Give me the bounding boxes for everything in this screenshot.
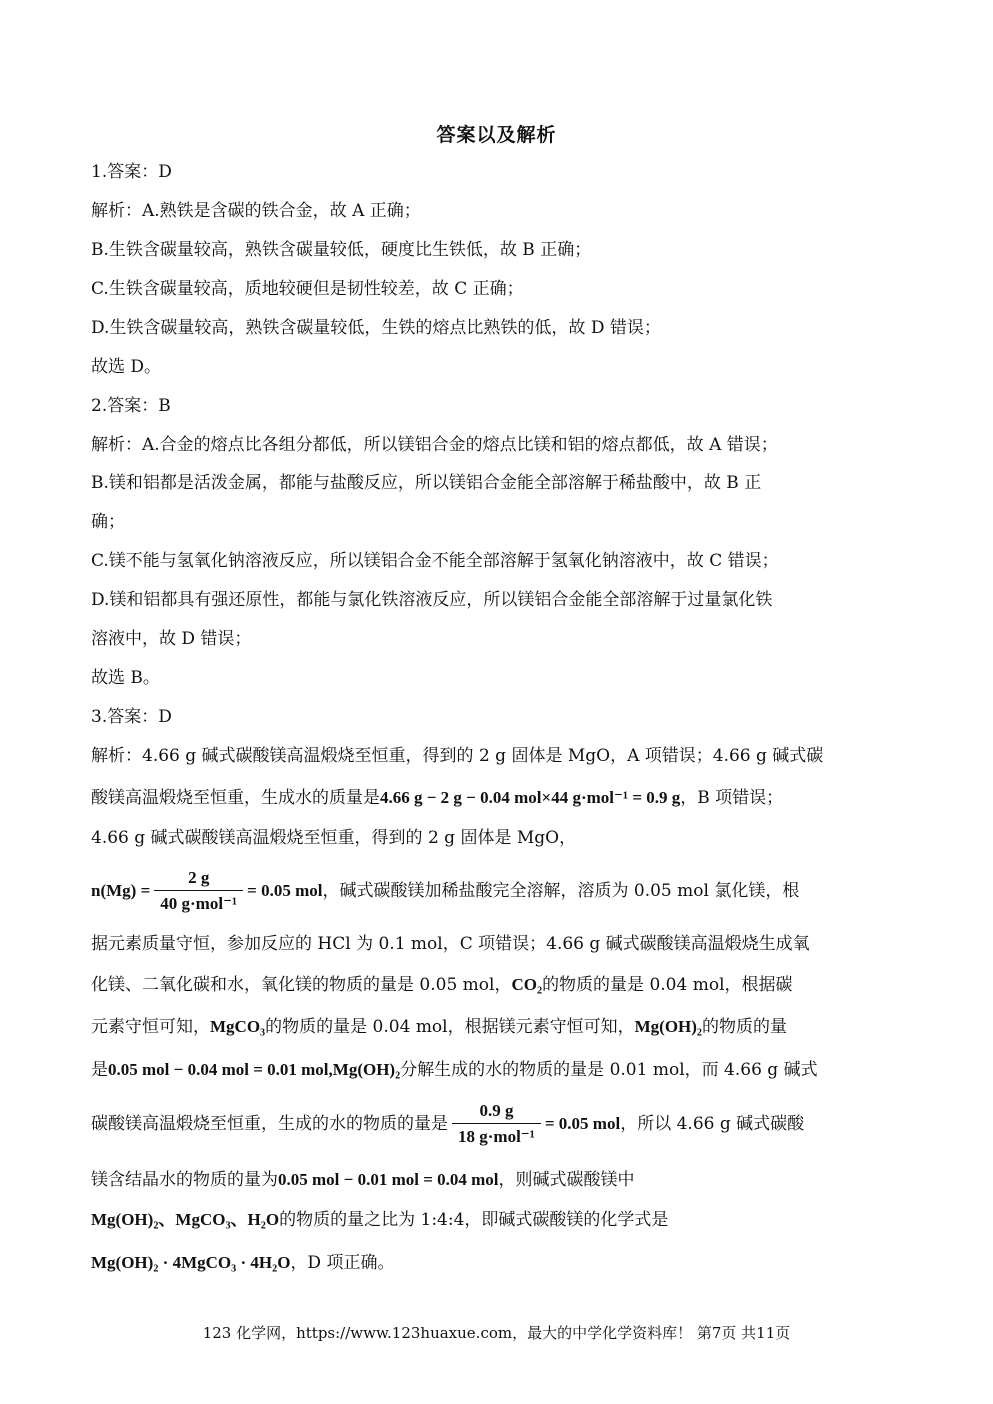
text-span: ，碱式碳酸镁加稀盐酸完全溶解，溶质为 0.05 mol 氯化镁，根: [322, 881, 800, 901]
q2-line-1: 解析：A.合金的熔点比各组分都低，所以镁铝合金的熔点比镁和铝的熔点都低，故 A 错误；: [91, 435, 778, 455]
co2-formula: CO₂: [511, 975, 543, 994]
q3-line-8: [91, 1058, 906, 1082]
text-span: ，B 项错误；: [680, 788, 784, 808]
page-footer: 123 化学网，https://www.123huaxue.com，最大的中学化学资料库！ 第7页 共11页: [202, 1324, 791, 1342]
text-span: 的物质的量: [702, 1017, 788, 1037]
page-title: 答案以及解析: [436, 124, 557, 146]
q3-line-3: 4.66 g 碱式碳酸镁高温煅烧至恒重，得到的 2 g 固体是 MgO，: [91, 828, 577, 848]
text-span: ，所以 4.66 g 碱式碳酸: [620, 1114, 805, 1134]
text-span: 的物质的量是 0.04 mol，根据镁元素守恒可知，: [265, 1017, 635, 1037]
mg-moles-fraction: [154, 866, 243, 917]
q1-line-1: 解析：A.熟铁是含碳的铁合金，故 A 正确；: [91, 201, 421, 221]
text-span: 化镁、二氧化碳和水，氧化镁的物质的量是 0.05 mol，: [91, 975, 512, 995]
chemical-formula: Mg(OH)₂ · 4MgCO₃ · 4H₂O: [91, 1253, 291, 1272]
fraction-denominator: 40 g·mol⁻¹: [160, 894, 238, 913]
fraction-denominator: 18 g·mol⁻¹: [458, 1127, 535, 1146]
q2-answer: 2.答案：B: [91, 396, 171, 416]
q3-line-4: [91, 865, 906, 917]
text-span: 元素守恒可知，: [91, 1017, 210, 1037]
text-span: 的物质的量之比为 1:4:4，即碱式碳酸镁的化学式是: [279, 1210, 669, 1230]
q3-line-6: [91, 973, 906, 997]
q3-line-11: [91, 1208, 906, 1232]
ratio-formula: Mg(OH)₂、MgCO₃、H₂O: [91, 1210, 280, 1229]
text-span: 分解生成的水的物质的量是 0.01 mol，而 4.66 g 碱式: [400, 1060, 818, 1080]
q2-line-2: B.镁和铝都是活泼金属，都能与盐酸反应，所以镁铝合金能全部溶解于稀盐酸中，故 B 正: [91, 473, 762, 493]
q1-line-3: C.生铁含碳量较高，质地较硬但是韧性较差，故 C 正确；: [91, 279, 524, 299]
q3-answer: 3.答案：D: [91, 707, 172, 727]
water-moles-rhs: = 0.05 mol: [544, 1114, 621, 1133]
mg-moles-rhs: = 0.05 mol: [247, 881, 323, 900]
fraction-numerator: 0.9 g: [452, 1099, 541, 1124]
text-span: 镁含结晶水的物质的量为: [91, 1170, 278, 1190]
q1-line-2: B.生铁含碳量较高，熟铁含碳量较低，硬度比生铁低，故 B 正确；: [91, 240, 592, 260]
q3-line-9: [91, 1098, 906, 1150]
text-span: 碳酸镁高温煅烧至恒重，生成的水的物质的量是: [91, 1114, 448, 1134]
mgco3-formula: MgCO₃: [210, 1017, 266, 1036]
text-span: ，则碱式碳酸镁中: [498, 1170, 635, 1190]
q3-line-10: [91, 1168, 906, 1192]
q2-line-5: D.镁和铝都具有强还原性，都能与氯化铁溶液反应，所以镁铝合金能全部溶解于过量氯化铁: [91, 590, 773, 610]
mg-moles-lhs: n(Mg) =: [91, 881, 151, 900]
q3-line-2: [91, 786, 906, 810]
mgoh2-formula: Mg(OH)₂: [634, 1017, 703, 1036]
text-span: 的物质的量是 0.04 mol，根据碳: [542, 975, 793, 995]
q2-line-7: 故选 B。: [91, 668, 160, 688]
q2-line-4: C.镁不能与氢氧化钠溶液反应，所以镁铝合金不能全部溶解于氢氧化钠溶液中，故 C 错误；: [91, 551, 779, 571]
q2-line-3: 确；: [91, 512, 125, 532]
q1-line-4: D.生铁含碳量较高，熟铁含碳量较低，生铁的熔点比熟铁的低，故 D 错误；: [91, 318, 661, 338]
moles-difference-formula: 0.05 mol − 0.04 mol = 0.01 mol,Mg(OH)₂: [108, 1060, 401, 1079]
water-mass-formula: 4.66 g − 2 g − 0.04 mol×44 g·mol⁻¹ = 0.9 g: [380, 788, 681, 807]
q3-line-5: 据元素质量守恒，参加反应的 HCl 为 0.1 mol，C 项错误；4.66 g 碱式碳酸镁高温煅烧生成氧: [91, 934, 810, 954]
q3-line-7: [91, 1015, 906, 1039]
text-span: ，D 项正确。: [290, 1253, 395, 1273]
q3-line-1: 解析：4.66 g 碱式碳酸镁高温煅烧至恒重，得到的 2 g 固体是 MgO，A 项错误；4.66 g 碱式碳: [91, 746, 824, 766]
water-moles-fraction: [452, 1099, 541, 1150]
text-span: 是: [91, 1060, 108, 1080]
q1-line-5: 故选 D。: [91, 357, 162, 377]
q2-line-6: 溶液中，故 D 错误；: [91, 629, 252, 649]
q1-answer: 1.答案：D: [91, 162, 172, 182]
q3-line-12: [91, 1251, 906, 1275]
fraction-numerator: 2 g: [154, 866, 243, 891]
text-span: 酸镁高温煅烧至恒重，生成水的质量是: [91, 788, 380, 808]
crystal-water-formula: 0.05 mol − 0.01 mol = 0.04 mol: [278, 1170, 499, 1189]
